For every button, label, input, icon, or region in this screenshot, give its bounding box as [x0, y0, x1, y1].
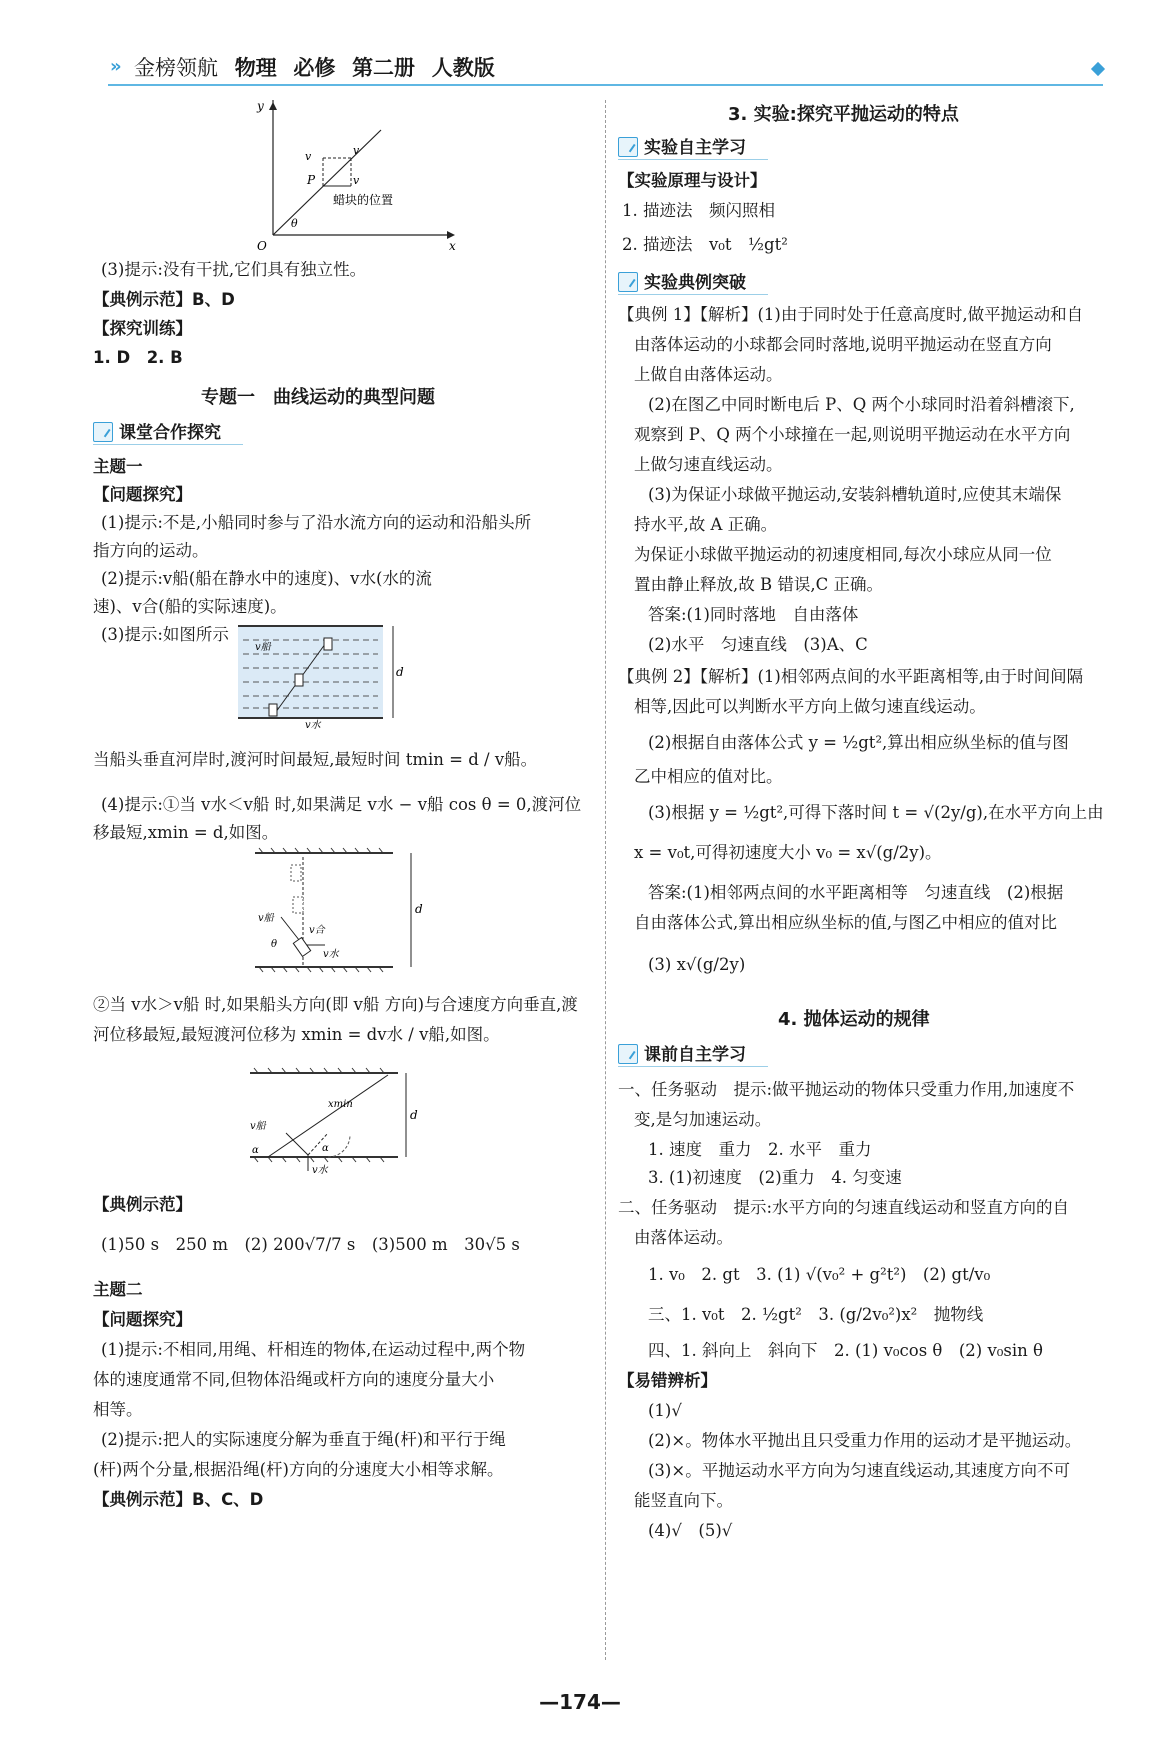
example-2-line-b: 相等,因此可以判断水平方向上做匀速直线运动。: [634, 697, 986, 716]
example-1-line-d: (2)在图乙中同时断电后 P、Q 两个小球同时沿着斜槽滚下,: [648, 395, 1075, 414]
tag-underline: [93, 444, 243, 445]
hint-6-line-b: (杆)两个分量,根据沿绳(杆)方向的分速度大小相等求解。: [93, 1460, 504, 1479]
task-2-line-b: 由落体运动。: [634, 1228, 733, 1247]
boat-2: [295, 674, 303, 686]
principle-heading: 【实验原理与设计】: [618, 171, 767, 190]
tag-label: 实验自主学习: [644, 138, 746, 158]
tag-label: 实验典例突破: [644, 273, 746, 293]
fig2-vwater-label: v水: [305, 720, 321, 730]
hint-1-line-b: 指方向的运动。: [93, 541, 209, 560]
practice-heading: 【探究训练】: [93, 319, 192, 338]
fig3-d-label: d: [415, 902, 423, 916]
hint-1-line-a: (1)提示:不是,小船同时参与了沿水流方向的运动和沿船头所: [101, 513, 532, 532]
header-volume: 第二册: [352, 56, 416, 80]
fig3-vhe-label: v合: [309, 925, 325, 936]
fig4-vboat-vector: [286, 1133, 308, 1155]
column-divider: [605, 100, 606, 1660]
example-1-line-j: 置由静止释放,故 B 错误,C 正确。: [634, 575, 883, 594]
example-2-line-e: (3)根据 y = ½gt²,可得下落时间 t = √(2y/g),在水平方向上由: [648, 803, 1104, 822]
example-1-line-b: 由落体运动的小球都会同时落地,说明平抛运动在竖直方向: [634, 335, 1052, 354]
pencil-icon: [618, 272, 638, 292]
task-3-line: 三、1. v₀t 2. ½gt² 3. (g/2v₀²)x² 抛物线: [648, 1305, 984, 1324]
x-axis-arrow-icon: [447, 231, 455, 239]
hint-5-line-a: (1)提示:不相同,用绳、杆相连的物体,在运动过程中,两个物: [101, 1340, 526, 1359]
fig2-vboat-label: v船: [255, 642, 271, 653]
practice-answers: 1. D 2. B: [93, 348, 183, 367]
example-1-line-g: (3)为保证小球做平抛运动,安装斜槽轨道时,应使其末端保: [648, 485, 1062, 504]
error-item-2: (2)×。物体水平抛出且只受重力作用的运动才是平抛运动。: [648, 1431, 1082, 1450]
task-2-line-c: 1. v₀ 2. gt 3. (1) √(v₀² + g²t²) (2) gt/v₀: [648, 1265, 991, 1284]
fig4-arc: [328, 1135, 350, 1157]
section-4-title: 4. 抛体运动的规律: [778, 1009, 930, 1030]
fig1-vy-label: v: [305, 150, 312, 163]
page-header: [108, 50, 1108, 90]
pencil-icon: [618, 137, 638, 157]
pencil-icon: [93, 422, 113, 442]
shortest-displacement-figure-2: [248, 1065, 448, 1175]
answer-2-line-c: (3) x√(g/2y): [648, 955, 746, 974]
fig2-d-label: d: [396, 665, 404, 679]
fig1-vx-label: v: [353, 174, 360, 187]
fig1-caption: 蜡块的位置: [333, 193, 394, 207]
question-explore-1: 【问题探究】: [93, 485, 192, 504]
header-level: 必修: [293, 56, 336, 80]
fig3-boat: [293, 938, 310, 957]
trajectory-line: [273, 130, 381, 235]
tag-label: 课堂合作探究: [119, 423, 221, 443]
fig3-boat-ghost-1: [291, 865, 301, 881]
fig1-y-label: y: [257, 100, 264, 113]
shortest-time-text: 当船头垂直河岸时,渡河时间最短,最短时间 tmin = d / v船。: [93, 750, 538, 769]
diamond-icon: [1091, 62, 1105, 76]
example-2-line-f: x = v₀t,可得初速度大小 v₀ = x√(g/2y)。: [634, 843, 942, 862]
hint-5-line-c: 相等。: [93, 1400, 143, 1419]
tag-underline: [618, 294, 768, 295]
header-subject: 物理: [234, 56, 277, 80]
example-answers-2: (1)50 s 250 m (2) 200√7/7 s (3)500 m 30√5 s: [101, 1235, 520, 1254]
principle-item-1: 1. 描迹法 频闪照相: [622, 201, 775, 220]
topic-1-title: 专题一 曲线运动的典型问题: [201, 387, 435, 408]
error-item-1: (1)√: [648, 1401, 682, 1420]
pencil-icon: [618, 1044, 638, 1064]
task-1-line-c: 1. 速度 重力 2. 水平 重力: [648, 1140, 872, 1159]
error-item-3-line-a: (3)×。平抛运动水平方向为匀速直线运动,其速度方向不可: [648, 1461, 1070, 1480]
fig1-theta-label: θ: [291, 217, 298, 230]
tag-underline: [618, 159, 768, 160]
example-1-line-e: 观察到 P、Q 两个小球撞在一起,则说明平抛运动在水平方向: [634, 425, 1071, 444]
hint-2-line-a: (2)提示:v船(船在静水中的速度)、v水(水的流: [101, 569, 432, 588]
header-series: 金榜领航: [134, 56, 218, 80]
example-heading-2: 【典例示范】: [93, 1195, 192, 1214]
fig3-theta-label: θ: [271, 939, 278, 950]
example-1-line-c: 上做自由落体运动。: [634, 365, 783, 384]
example-1-line-f: 上做匀速直线运动。: [634, 455, 783, 474]
fig1-p-label: P: [307, 173, 316, 187]
header-edition: 人教版: [431, 56, 495, 80]
section-3-title: 3. 实验:探究平抛运动的特点: [728, 104, 959, 125]
fig3-boat-ghost-2: [293, 897, 303, 913]
boat-1: [269, 704, 277, 716]
boat-3: [324, 638, 332, 650]
example-2-line-a: 【典例 2】【解析】(1)相邻两点间的水平距离相等,由于时间间隔: [618, 667, 1084, 686]
theme-2-heading: 主题二: [93, 1280, 143, 1299]
example-1-line-i: 为保证小球做平抛运动的初速度相同,每次小球应从同一位: [634, 545, 1052, 564]
fig4-vwater-label: v水: [312, 1165, 328, 1175]
hint-3-text: (3)提示:没有干扰,它们具有独立性。: [101, 260, 367, 279]
error-item-4-5: (4)√ (5)√: [648, 1521, 733, 1540]
fig4-d-label: d: [410, 1108, 418, 1122]
chevron-right-icon: »: [110, 56, 118, 77]
task-1-line-a: 一、任务驱动 提示:做平抛运动的物体只受重力作用,加速度不: [618, 1080, 1075, 1099]
answer-1-line-b: (2)水平 匀速直线 (3)A、C: [648, 635, 868, 654]
shortest-displacement-figure-1: [253, 845, 433, 980]
fig1-x-label: x: [449, 239, 456, 250]
fig1-v-label: v: [353, 144, 360, 157]
example-1-line-a: 【典例 1】【解析】(1)由于同时处于任意高度时,做平抛运动和自: [618, 305, 1084, 324]
answer-1-line-a: 答案:(1)同时落地 自由落体: [648, 605, 859, 624]
principle-item-2: 2. 描迹法 v₀t ½gt²: [622, 235, 788, 254]
fig4-alpha-label-2: α: [322, 1143, 329, 1154]
fig4-vboat-label: v船: [250, 1121, 266, 1132]
tag-underline: [618, 1066, 768, 1067]
fig4-alpha-label: α: [252, 1145, 259, 1156]
theme-1-heading: 主题一: [93, 457, 143, 476]
header-rule: [108, 84, 1103, 86]
fig1-origin-label: O: [257, 239, 267, 250]
river-crossing-figure: [233, 620, 413, 730]
wax-block-velocity-figure: [253, 100, 503, 250]
page-number: —174—: [539, 1690, 621, 1714]
fig3-vboat-label: v船: [258, 913, 274, 924]
tag-label: 课前自主学习: [644, 1045, 746, 1065]
fig4-xmin-label: xmin: [328, 1099, 353, 1110]
hint-4-case-2-line-b: 河位移最短,最短渡河位移为 xmin = dv水 / v船,如图。: [93, 1025, 500, 1044]
task-1-line-d: 3. (1)初速度 (2)重力 4. 匀变速: [648, 1168, 902, 1187]
hint-6-line-a: (2)提示:把人的实际速度分解为垂直于绳(杆)和平行于绳: [101, 1430, 506, 1449]
answer-2-line-a: 答案:(1)相邻两点间的水平距离相等 匀速直线 (2)根据: [648, 883, 1064, 902]
example-2-line-d: 乙中相应的值对比。: [634, 767, 783, 786]
error-analysis-heading: 【易错辨析】: [618, 1371, 717, 1390]
fig3-vwater-label: v水: [323, 949, 339, 960]
task-4-line: 四、1. 斜向上 斜向下 2. (1) v₀cos θ (2) v₀sin θ: [648, 1341, 1043, 1360]
y-axis-arrow-icon: [269, 102, 277, 110]
hint-4-line-b: 移最短,xmin = d,如图。: [93, 823, 279, 842]
task-2-line-a: 二、任务驱动 提示:水平方向的匀速直线运动和竖直方向的自: [618, 1198, 1070, 1217]
example-1-line-h: 持水平,故 A 正确。: [634, 515, 778, 534]
answer-2-line-b: 自由落体公式,算出相应纵坐标的值,与图乙中相应的值对比: [634, 913, 1057, 932]
example-2-line-c: (2)根据自由落体公式 y = ½gt²,算出相应纵坐标的值与图: [648, 733, 1069, 752]
task-1-line-b: 变,是匀加速运动。: [634, 1110, 772, 1129]
hint-2-line-b: 速)、v合(船的实际速度)。: [93, 597, 287, 616]
example-answer-3: 【典例示范】B、C、D: [93, 1490, 264, 1509]
hint-5-line-b: 体的速度通常不同,但物体沿绳或杆方向的速度分量大小: [93, 1370, 495, 1389]
river-water: [238, 626, 383, 718]
hint-3-line: (3)提示:如图所示: [101, 625, 229, 644]
hint-4-case-2-line-a: ②当 v水＞v船 时,如果船头方向(即 v船 方向)与合速度方向垂直,渡: [93, 995, 578, 1014]
question-explore-2: 【问题探究】: [93, 1310, 192, 1329]
hint-4-line-a: (4)提示:①当 v水＜v船 时,如果满足 v水 − v船 cos θ = 0,渡河位: [101, 795, 582, 814]
header-title: [134, 52, 495, 82]
example-answer-1: 【典例示范】B、D: [93, 290, 235, 309]
error-item-3-line-b: 能竖直向下。: [634, 1491, 733, 1510]
